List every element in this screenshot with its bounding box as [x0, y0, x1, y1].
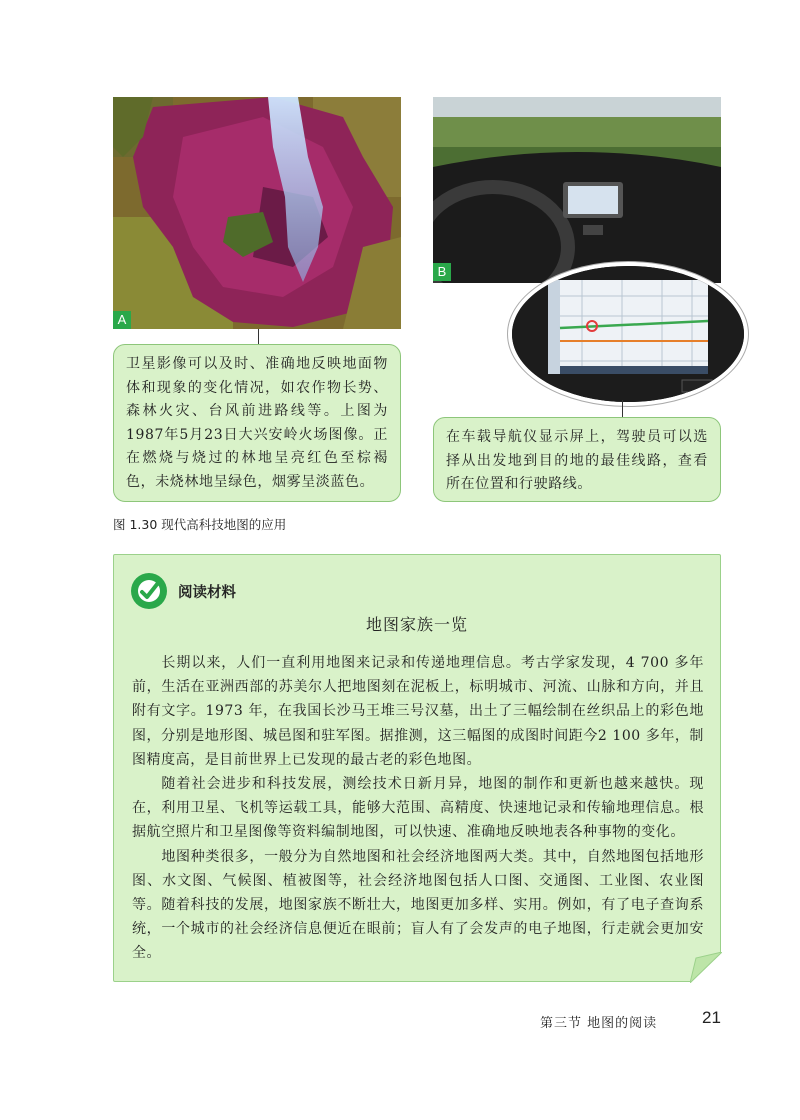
caption-car-navigation: 在车载导航仪显示屏上，驾驶员可以选择从出发地到目的地的最佳线路，查看所在位置和行驶路线。: [433, 417, 721, 502]
reading-paragraph: 地图种类很多，一般分为自然地图和社会经济地图两大类。其中，自然地图包括地形图、水文图、气候图、植被图等，社会经济地图包括人口图、交通图、工业图、农业图等。随着科技的发展，地图家族不断壮大，地图更加多样、实用。例如，有了电子查询系统，一个城市的社会经济信息便近在眼前；盲人有了会发声的电子地图，行走就会更加安全。: [132, 848, 704, 962]
reading-material-label: 阅读材料: [178, 585, 236, 601]
page-number: 21: [702, 1008, 721, 1027]
photo-a-label: A: [113, 311, 131, 329]
satellite-fire-image: [113, 97, 401, 329]
figure-caption: 图 1.30 现代高科技地图的应用: [113, 517, 287, 532]
reading-title: 地图家族一览: [365, 615, 468, 634]
reading-body: [132, 651, 704, 966]
reading-paragraph: 长期以来，人们一直利用地图来记录和传递地理信息。考古学家发现，4 700 多年前，生活在亚洲西部的苏美尔人把地图刻在泥板上，标明城市、河流、山脉和方向，并且附有文字。1973 年，在我国长沙马王堆三号汉墓，出土了三幅绘制在丝织品上的彩色地图，分别是地形图、城邑图和驻军图。据推测，这三幅图的成图时间距今2 100 多年，制图精度高，是目前世界上已发现的最古老的彩色地图。: [132, 655, 704, 768]
photo-b-label: B: [433, 263, 451, 281]
connector-line-a: [258, 329, 259, 344]
connector-line-b: [622, 400, 623, 417]
reading-material-icon: [130, 572, 168, 610]
reading-paragraph: 随着社会进步和科技发展，测绘技术日新月异，地图的制作和更新也越来越快。现在，利用卫星、飞机等运载工具，能够大范围、高精度、快速地记录和传输地理信息。根据航空照片和卫星图像等资料编制地图，可以快速、准确地反映地表各种事物的变化。: [132, 776, 704, 841]
car-navigation-photo: [433, 97, 721, 283]
footer-section-title: 第三节 地图的阅读: [540, 1016, 658, 1031]
navigation-screen-zoom: [508, 262, 748, 406]
caption-satellite-image: 卫星影像可以及时、准确地反映地面物体和现象的变化情况，如农作物长势、森林火灾、台风前进路线等。上图为1987年5月23日大兴安岭火场图像。正在燃烧与烧过的林地呈亮红色至棕褐色，未烧林地呈绿色，烟雾呈淡蓝色。: [113, 344, 401, 502]
